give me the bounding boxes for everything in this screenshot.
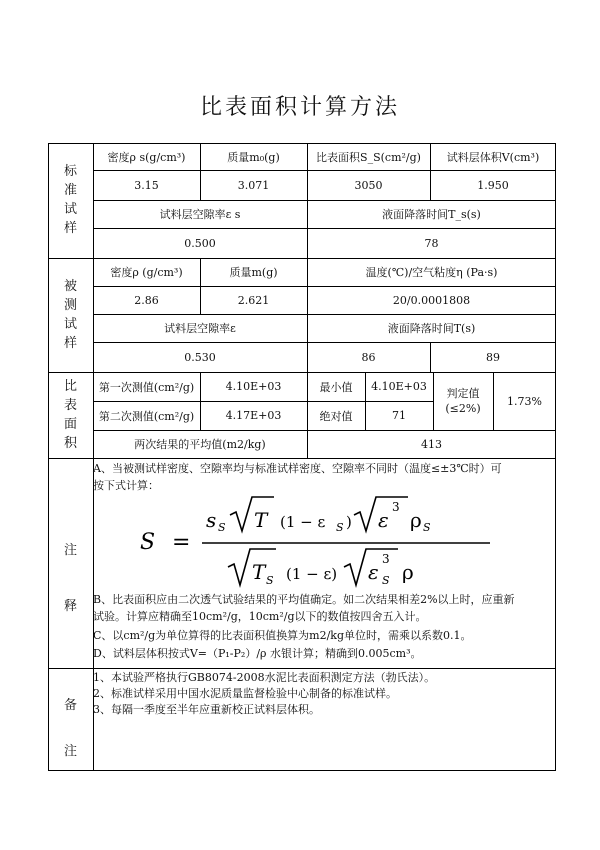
num-eps: ε [378,508,389,532]
judge-label: 判定值 (≤2%) [445,387,481,415]
num-paren-sub: S [336,521,344,534]
first-measurement-value: 4.10E+03 [225,380,282,393]
num-rho-sub: S [423,521,431,534]
formula-equals: = [172,530,191,555]
std-density-header: 密度ρ s(g/cm³) [107,150,186,164]
num-t: T [254,508,268,532]
average-label: 两次结果的平均值(m2/kg) [134,438,266,451]
second-measurement-label: 第二次测值(cm²/g) [98,409,195,423]
page-title: 比表面积计算方法 [199,95,400,120]
num-s-sub: S [218,521,226,534]
num-close: ) [346,513,352,531]
note-a: A、当被测试样密度、空隙率均与标准试样密度、空隙率不同时（温度≤±3℃时）可 按下式计算： [93,462,502,492]
std-porosity-header: 试料层空隙率ε s [159,208,241,221]
judge-value: 1.73% [507,394,542,408]
sample-density-value: 2.86 [134,293,159,307]
sample-porosity-header: 试料层空隙率ε [164,322,236,335]
std-ssa-value: 3050 [354,178,383,192]
std-time-value: 78 [424,236,439,250]
den-eps-sup: 3 [382,552,390,566]
second-measurement-value: 4.17E+03 [225,409,282,422]
remarks: 1、本试验严格执行GB8074-2008水泥比表面积测定方法（勃氏法）。 2、标准试样采用中国水泥质量监督检验中心制备的标准试样。 3、每隔一季度至半年应重新校正试料层体积。 [93,671,436,716]
den-paren: (1 − ε) [286,565,338,583]
den-eps: ε [368,560,379,584]
den-eps-sub: S [382,574,390,587]
note-c: C、以cm²/g为单位算得的比表面积值换算为m2/kg单位时，需乘以系数0.1。 [93,629,472,642]
num-rho: ρ [410,508,422,532]
den-rho: ρ [402,560,414,584]
sample-density-header: 密度ρ (g/cm³) [110,266,183,279]
std-density-value: 3.15 [134,178,159,192]
specific-surface-side-label: 比 表 面 积 [63,379,77,451]
formula-lhs: S [140,530,156,555]
num-s: s [206,508,217,532]
num-paren: (1 − ε [280,513,326,531]
std-mass-value: 3.071 [237,178,270,192]
std-ssa-header: 比表面积S_S(cm²/g) [316,150,421,164]
sample-temp-value: 20/0.0001808 [392,293,471,307]
std-mass-header: 质量m₀(g) [227,150,280,164]
average-value: 413 [421,437,442,451]
std-volume-value: 1.950 [477,178,509,192]
sample-temp-header: 温度(℃)/空气粘度η (Pa·s) [365,266,498,279]
std-volume-header: 试料层体积V(cm³) [446,150,540,164]
den-t-sub: S [266,574,274,587]
num-eps-sup: 3 [392,500,400,514]
specific-surface-formula [140,493,500,597]
sample-porosity-value: 0.530 [184,350,216,364]
remarks-side-label: 备 注 [63,698,77,759]
sample-time-value-2: 89 [486,350,500,364]
grid-line [48,458,556,459]
test-sample-side-label: 被 测 试 样 [63,279,77,351]
grid-line [48,668,556,669]
sample-time-header: 液面降落时间T(s) [387,322,476,335]
sample-time-value-1: 86 [361,350,376,364]
note-d: D、试料层体积按式V=（P₁-P₂）/ρ 水银计算；精确到0.005cm³。 [93,647,422,660]
sample-mass-header: 质量m(g) [229,266,278,279]
num-sqrt-t [230,497,274,531]
note-b: B、比表面积应由二次透气试验结果的平均值确定。如二次结果相差2%以上时，应重新 试验。计算应精确至10cm²/g，10cm²/g以下的数值按四舍五入计。 [93,593,515,623]
min-value: 4.10E+03 [371,380,427,393]
standard-sample-side-label: 标 准 试 样 [63,164,77,236]
min-value-label: 最小值 [319,380,353,394]
abs-value: 71 [392,409,406,422]
den-t: T [252,560,266,584]
std-time-header: 液面降落时间T_s(s) [382,208,481,221]
notes-side-label: 注 释 [63,543,77,614]
first-measurement-label: 第一次测值(cm²/g) [98,380,195,394]
std-porosity-value: 0.500 [184,236,216,250]
abs-value-label: 绝对值 [319,409,353,423]
sample-mass-value: 2.621 [237,293,270,307]
